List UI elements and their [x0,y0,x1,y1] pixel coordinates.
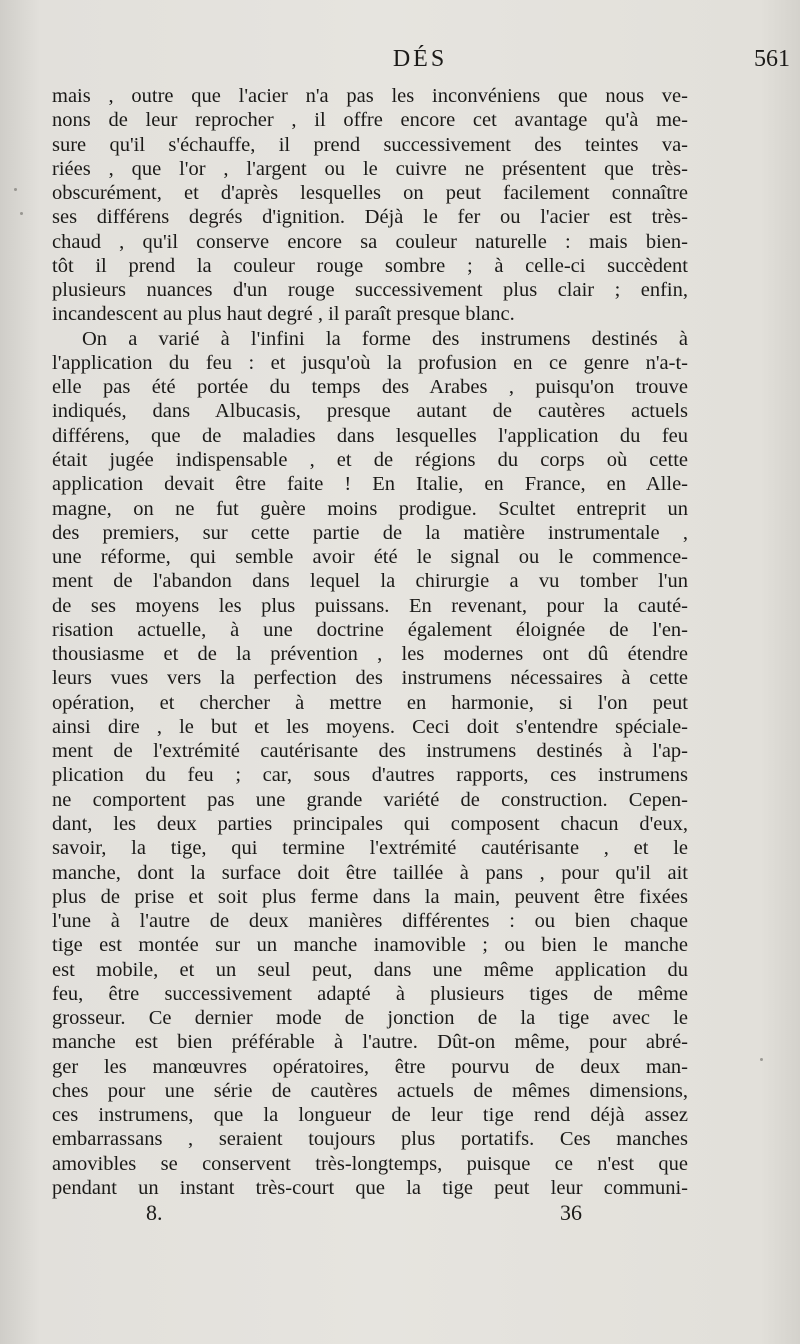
text-line: embarrassans , seraient toujours plus portatifs. Ces manches [52,1128,688,1151]
page-header [50,46,790,78]
text-line: ches pour une série de cautères actuels de mêmes dimensions, [52,1079,688,1102]
running-head: DÉS [392,46,448,72]
text-line: est mobile, et un seul peut, dans une même application du [52,958,688,981]
paragraph [52,327,688,1201]
text-line: feu, être successivement adapté à plusieurs tiges de même [52,982,688,1005]
text-line: amovibles se conservent très-longtemps, puisque ce n'est que [52,1152,688,1175]
text-line: grosseur. Ce dernier mode de jonction de la tige avec le [52,1007,688,1030]
text-line: application devait être faite ! En Italie, en France, en Alle- [52,473,688,496]
text-line: tige est montée sur un manche inamovible ; ou bien le manche [52,934,688,957]
text-line: incandescent au plus haut degré , il paraît presque blanc. [52,303,515,326]
text-line: ger les manœuvres opératoires, être pourvu de deux man- [52,1055,688,1078]
text-line: risation actuelle, à une doctrine également éloignée de l'en- [52,618,688,641]
text-line: elle pas été portée du temps des Arabes , puisqu'on trouve [52,376,688,399]
page-footer [52,1200,688,1230]
text-line: des premiers, sur cette partie de la matière instrumentale , [52,521,688,544]
text-line: manche, dont la surface doit être taillée à pans , pour qu'il ait [52,861,688,884]
body-text [52,84,688,1200]
text-line: savoir, la tige, qui termine l'extrémité cautérisante , et le [52,837,688,860]
text-line: ainsi dire , le but et les moyens. Ceci doit s'entendre spéciale- [52,715,688,738]
paper-speck [20,212,23,215]
text-line: l'une à l'autre de deux manières différentes : ou bien chaque [52,910,688,933]
sheet-number: 36 [560,1200,582,1225]
text-line: différens, que de maladies dans lesquelles l'application du feu [52,424,688,447]
text-line: plication du feu ; car, sous d'autres rapports, ces instrumens [52,764,688,787]
text-line: une réforme, qui semble avoir été le signal ou le commence- [52,546,688,569]
text-line: manche est bien préférable à l'autre. Dût-on même, pour abré- [52,1031,688,1054]
text-line: chaud , qu'il conserve encore sa couleur naturelle : mais bien- [52,230,688,253]
text-line: ne comportent pas une grande variété de construction. Cepen- [52,788,688,811]
text-line: l'application du feu : et jusqu'où la profusion en ce genre n'a-t- [52,351,688,374]
text-line: pendant un instant très-court que la tige peut leur communi- [52,1176,688,1199]
paragraph [52,84,688,327]
text-line: thousiasme et de la prévention , les modernes ont dû étendre [52,643,688,666]
text-line: magne, on ne fut guère moins prodigue. Scultet entreprit un [52,497,688,520]
text-line: ment de l'abandon dans lequel la chirurgie a vu tomber l'un [52,570,688,593]
text-line: plusieurs nuances d'un rouge successivement plus clair ; enfin, [52,279,688,302]
text-line: ment de l'extrémité cautérisante des instrumens destinés à l'ap- [52,740,688,763]
page-number: 561 [754,46,790,72]
text-line: indiqués, dans Albucasis, presque autant de cautères actuels [52,400,688,423]
text-line: ces instrumens, que la longueur de leur tige rend déjà assez [52,1104,688,1127]
signature-mark: 8. [146,1200,163,1225]
text-line: obscurément, et d'après lesquelles on peut facilement connaître [52,182,688,205]
text-line: ses différens degrés d'ignition. Déjà le fer ou l'acier est très- [52,206,688,229]
text-line: riées , que l'or , l'argent ou le cuivre ne présentent que très- [52,157,688,180]
text-line: mais , outre que l'acier n'a pas les inconvéniens que nous ve- [52,85,688,107]
text-line: On a varié à l'infini la forme des instrumens destinés à [82,327,688,350]
text-line: sure qu'il s'échauffe, il prend successivement des teintes va- [52,133,688,156]
paper-speck [14,188,17,191]
text-line: dant, les deux parties principales qui composent chacun d'eux, [52,812,688,835]
text-line: nons de leur reprocher , il offre encore cet avantage qu'à me- [52,109,688,132]
text-line: était jugée indispensable , et de régions du corps où cette [52,448,688,471]
text-line: leurs vues vers la perfection des instrumens nécessaires à cette [52,667,688,690]
paper-speck [760,1058,763,1061]
text-line: de ses moyens les plus puissans. En revenant, pour la cauté- [52,594,688,617]
text-line: opération, et chercher à mettre en harmonie, si l'on peut [52,691,688,714]
text-line: plus de prise et soit plus ferme dans la main, peuvent être fixées [52,885,688,908]
text-line: tôt il prend la couleur rouge sombre ; à celle-ci succèdent [52,254,688,277]
